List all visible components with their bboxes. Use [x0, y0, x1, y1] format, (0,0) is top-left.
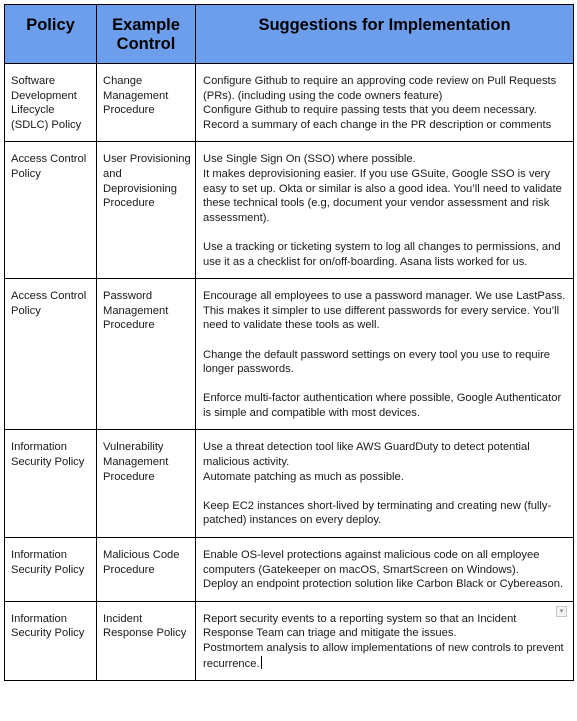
suggestions-cell[interactable] — [196, 430, 574, 538]
suggestions-cell[interactable] — [196, 142, 574, 279]
suggestion-text: Configure Github to require an approving code review on Pull Requests (PRs). (including using the code owners feature) — [203, 75, 557, 102]
table-row — [5, 538, 574, 602]
suggestion-text: Enable OS-level protections against malicious code on all employee computers (Gatekeeper on macOS, SmartScreen on Windows). — [203, 549, 540, 576]
control-text: Incident Response Policy — [103, 612, 187, 640]
suggestion-text: Encourage all employees to use a password manager. We use LastPass. This makes it simpler to use different passwords for every service. You’ll need to validate these tools as well. — [203, 290, 566, 332]
header-row — [5, 5, 574, 64]
header-example-control: Example Control — [97, 5, 196, 64]
suggestion-text: Deploy an endpoint protection solution like Carbon Black or Cybereason. — [203, 578, 564, 591]
control-text: User Provisioning and Deprovisioning Procedure — [103, 153, 191, 210]
suggestion-text: Configure Github to require passing tests that you deem necessary. — [203, 104, 537, 117]
policy-text: Information Security Policy — [11, 441, 85, 469]
control-cell[interactable] — [97, 430, 196, 538]
suggestion-text: Keep EC2 instances short-lived by terminating and creating new (fully-patched) instances on every deploy. — [203, 499, 552, 527]
control-cell[interactable] — [97, 279, 196, 430]
document-page — [4, 4, 573, 681]
policy-text: Information Security Policy — [11, 612, 85, 640]
policy-text: Access Control Policy — [11, 153, 87, 180]
table-row — [5, 64, 574, 142]
table-row — [5, 601, 574, 680]
policy-cell[interactable] — [5, 601, 97, 680]
suggestion-text: Record a summary of each change in the PR description or comments — [203, 118, 552, 131]
suggestion-text: Change the default password settings on every tool you use to require longer passwords. — [203, 348, 551, 376]
control-text: Password Management Procedure — [103, 290, 169, 332]
suggestion-text: Automate patching as much as possible. — [203, 470, 404, 483]
suggestion-text — [203, 641, 566, 671]
policy-cell[interactable] — [5, 430, 97, 538]
suggestion-text: Use Single Sign On (SSO) where possible. — [203, 153, 416, 166]
policy-cell[interactable] — [5, 279, 97, 430]
table-row — [5, 279, 574, 430]
suggestion-text: Enforce multi-factor authentication where possible, Google Authenticator is simple and compatible with most devices. — [203, 392, 562, 419]
control-text: Change Management Procedure — [103, 75, 169, 117]
dropdown-arrow-icon[interactable]: ▾ — [556, 606, 567, 617]
control-cell[interactable] — [97, 142, 196, 279]
suggestions-cell[interactable] — [196, 279, 574, 430]
suggestion-text: It makes deprovisioning easier. If you use GSuite, Google SSO is very easy to set up. Okta or similar is also a good idea. You’ll need to validate these technical tools (e.g, document your vendor assessment and risk assessment). — [203, 167, 562, 224]
suggestion-text-content: Postmortem analysis to allow implementations of new controls to prevent recurrence. — [203, 642, 564, 670]
control-cell[interactable] — [97, 538, 196, 602]
suggestion-text: Use a threat detection tool like AWS GuardDuty to detect potential malicious activity. — [203, 441, 530, 469]
policy-cell[interactable] — [5, 538, 97, 602]
text-cursor — [261, 656, 262, 669]
control-cell[interactable] — [97, 64, 196, 142]
control-cell[interactable] — [97, 601, 196, 680]
control-text: Vulnerability Management Procedure — [103, 441, 169, 483]
header-suggestions: Suggestions for Implementation — [196, 5, 574, 64]
policy-text: Information Security Policy — [11, 549, 85, 576]
table-row — [5, 142, 574, 279]
suggestion-text: Report security events to a reporting system so that an Incident Response Team can triage and mitigate the issues. — [203, 612, 517, 640]
suggestions-cell[interactable] — [196, 601, 574, 680]
header-policy: Policy — [5, 5, 97, 64]
policy-cell[interactable] — [5, 64, 97, 142]
policy-text: Access Control Policy — [11, 290, 87, 317]
policy-table — [4, 4, 574, 681]
policy-cell[interactable] — [5, 142, 97, 279]
suggestions-cell[interactable] — [196, 538, 574, 602]
policy-text: Software Development Lifecycle (SDLC) Policy — [11, 75, 82, 131]
control-text: Malicious Code Procedure — [103, 549, 180, 576]
suggestion-text: Use a tracking or ticketing system to log all changes to permissions, and use it as a checklist for on/off-boarding. Asana lists worked for us. — [203, 240, 561, 268]
suggestions-cell[interactable] — [196, 64, 574, 142]
table-row — [5, 430, 574, 538]
